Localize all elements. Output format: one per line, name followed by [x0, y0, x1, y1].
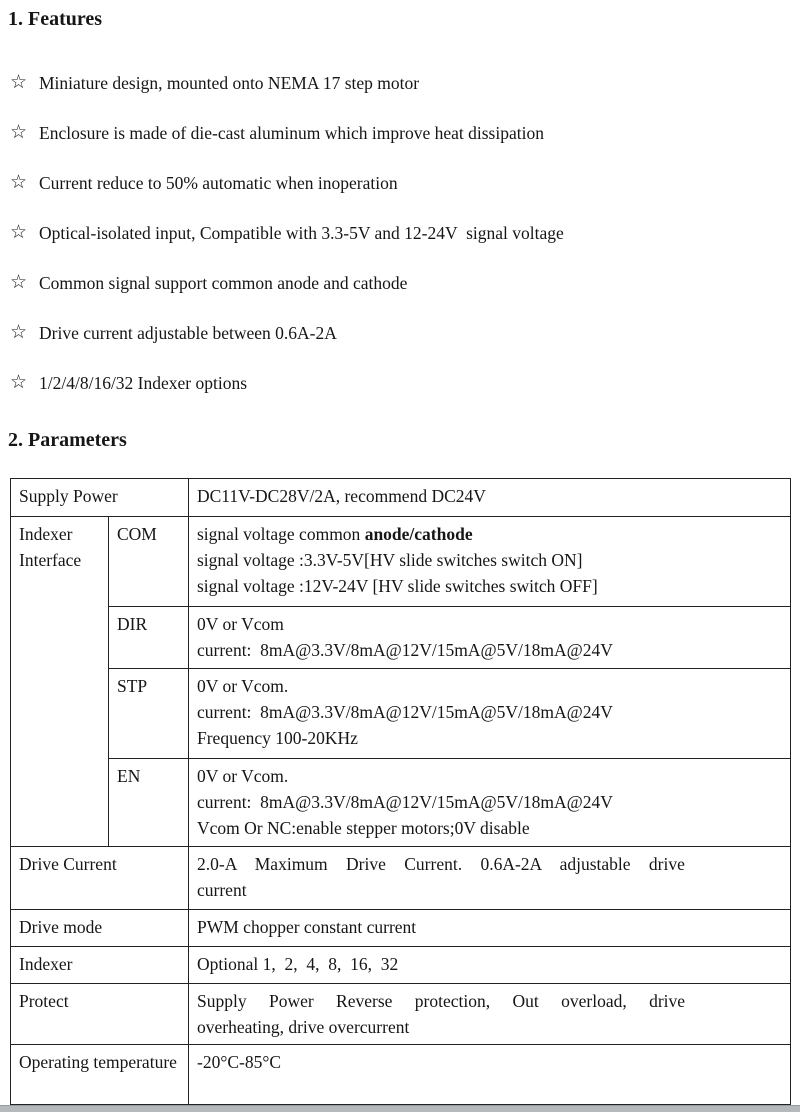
param-value-line: PWM chopper constant current	[197, 917, 417, 937]
feature-item-text: Enclosure is made of die-cast aluminum which improve heat dissipation	[39, 123, 544, 143]
signal-value-line: 0V or Vcom	[197, 614, 284, 634]
feature-item	[10, 71, 800, 95]
feature-item	[10, 171, 800, 195]
signal-key-cell-en: EN	[109, 759, 189, 847]
star-bullet-icon: ☆	[10, 322, 28, 343]
com-line1-text: signal voltage common	[197, 524, 365, 544]
param-row-label-cell: Indexer	[11, 947, 189, 984]
signal-value-line	[197, 521, 782, 547]
signal-value-line: 0V or Vcom.	[197, 766, 289, 786]
supply-power-label-cell: Supply Power	[11, 479, 189, 517]
star-bullet-icon: ☆	[10, 372, 28, 393]
table-row-drive-current	[11, 847, 791, 910]
table-row-drive-mode	[11, 910, 791, 947]
table-row-supply-power	[11, 479, 791, 517]
signal-value-line: 0V or Vcom.	[197, 676, 289, 696]
param-row-label-cell: Operating temperature	[11, 1045, 189, 1105]
feature-item-text: Miniature design, mounted onto NEMA 17 step motor	[39, 73, 420, 93]
parameters-table	[10, 478, 791, 1105]
signal-key-cell-stp: STP	[109, 669, 189, 759]
page-bottom-edge	[0, 1105, 800, 1112]
signal-value-line: current: 8mA@3.3V/8mA@12V/15mA@5V/18mA@24V	[197, 640, 613, 660]
indexer-interface-group-cell: Indexer Interface	[11, 517, 109, 847]
table-row-dir	[11, 607, 791, 669]
feature-item	[10, 321, 800, 345]
table-row-stp	[11, 669, 791, 759]
table-row-protect	[11, 984, 791, 1045]
star-bullet-icon: ☆	[10, 272, 28, 293]
param-value-line: -20°C-85°C	[197, 1052, 281, 1072]
feature-item-text: Common signal support common anode and cathode	[39, 273, 408, 293]
signal-value-cell-en	[189, 759, 791, 847]
signal-value-line: current: 8mA@3.3V/8mA@12V/15mA@5V/18mA@24V	[197, 792, 613, 812]
com-line1-bold-text: anode/cathode	[364, 524, 473, 544]
signal-value-line: current: 8mA@3.3V/8mA@12V/15mA@5V/18mA@24V	[197, 702, 613, 722]
signal-value-cell-stp	[189, 669, 791, 759]
feature-item	[10, 271, 800, 295]
param-row-value-cell	[189, 984, 791, 1045]
features-heading: 1. Features	[8, 8, 103, 30]
param-value-line: current	[197, 880, 247, 900]
feature-item-text: Current reduce to 50% automatic when inoperation	[39, 173, 398, 193]
supply-power-value-cell: DC11V-DC28V/2A, recommend DC24V	[189, 479, 791, 517]
signal-value-line: Vcom Or NC:enable stepper motors;0V disable	[197, 818, 530, 838]
signal-key-cell-com: COM	[109, 517, 189, 607]
parameters-heading: 2. Parameters	[8, 429, 127, 451]
signal-value-cell-dir	[189, 607, 791, 669]
feature-item	[10, 221, 800, 245]
star-bullet-icon: ☆	[10, 222, 28, 243]
param-row-value-cell	[189, 1045, 791, 1105]
signal-value-line: signal voltage :12V-24V [HV slide switches switch OFF]	[197, 576, 598, 596]
signal-key-cell-dir: DIR	[109, 607, 189, 669]
param-value-line: overheating, drive overcurrent	[197, 1017, 410, 1037]
feature-item-text: 1/2/4/8/16/32 Indexer options	[39, 373, 248, 393]
feature-item-text: Optical-isolated input, Compatible with 3.3-5V and 12-24V signal voltage	[39, 223, 564, 243]
param-row-value-cell	[189, 847, 791, 910]
star-bullet-icon: ☆	[10, 72, 28, 93]
feature-item	[10, 121, 800, 145]
table-row-com	[11, 517, 791, 607]
features-list	[0, 33, 800, 395]
table-row-en	[11, 759, 791, 847]
param-row-label-cell: Drive mode	[11, 910, 189, 947]
param-value-line: Optional 1, 2, 4, 8, 16, 32	[197, 954, 399, 974]
signal-value-line: signal voltage :3.3V-5V[HV slide switches switch ON]	[197, 550, 583, 570]
param-value-line: 2.0-A Maximum Drive Current. 0.6A-2A adjustable drive	[197, 854, 685, 874]
signal-value-line: Frequency 100-20KHz	[197, 728, 358, 748]
signal-value-cell-com	[189, 517, 791, 607]
table-row-indexer	[11, 947, 791, 984]
param-row-label-cell: Drive Current	[11, 847, 189, 910]
feature-item-text: Drive current adjustable between 0.6A-2A	[39, 323, 337, 343]
param-row-value-cell	[189, 947, 791, 984]
param-row-label-cell: Protect	[11, 984, 189, 1045]
feature-item	[10, 371, 800, 395]
star-bullet-icon: ☆	[10, 122, 28, 143]
star-bullet-icon: ☆	[10, 172, 28, 193]
table-row-operating-temperature	[11, 1045, 791, 1105]
param-row-value-cell	[189, 910, 791, 947]
param-value-line: Supply Power Reverse protection, Out overload, drive	[197, 991, 686, 1011]
